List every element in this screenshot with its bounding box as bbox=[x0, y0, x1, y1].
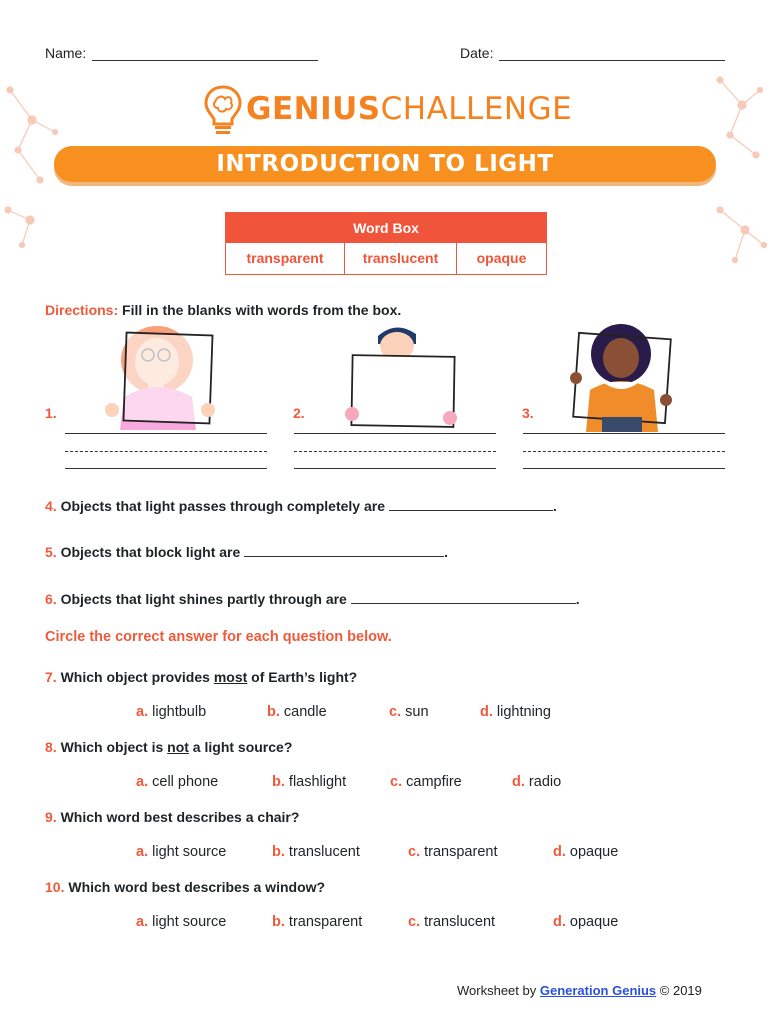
option-letter: d. bbox=[480, 704, 493, 720]
molecule-decoration-right bbox=[690, 60, 770, 310]
answer-option[interactable] bbox=[136, 704, 206, 720]
option-text: opaque bbox=[569, 914, 619, 930]
answer-option[interactable] bbox=[408, 844, 497, 860]
boy-opaque-board-illustration bbox=[340, 322, 465, 430]
option-text: campfire bbox=[406, 774, 462, 790]
directions bbox=[45, 302, 401, 318]
option-letter: c. bbox=[408, 844, 421, 860]
answer-option[interactable] bbox=[272, 914, 362, 930]
mc-question bbox=[45, 879, 325, 895]
answer-line[interactable] bbox=[523, 433, 725, 434]
footer-prefix: Worksheet by bbox=[457, 983, 540, 998]
question-text: Which object provides bbox=[60, 669, 214, 685]
option-letter: c. bbox=[389, 704, 402, 720]
option-text: radio bbox=[528, 774, 562, 790]
option-letter: a. bbox=[136, 704, 149, 720]
option-text: lightbulb bbox=[152, 704, 207, 720]
question-text: Objects that light shines partly through are bbox=[60, 591, 347, 607]
option-text: transparent bbox=[288, 914, 363, 930]
date-label: Date: bbox=[460, 45, 494, 61]
question-number: 10. bbox=[45, 879, 65, 895]
option-text: cell phone bbox=[152, 774, 219, 790]
question-end: . bbox=[552, 498, 557, 514]
option-letter: d. bbox=[553, 844, 566, 860]
question-number: 6. bbox=[45, 591, 57, 607]
girl-transparent-frame-illustration bbox=[566, 322, 686, 432]
title-banner: INTRODUCTION TO LIGHT bbox=[54, 146, 716, 182]
option-letter: b. bbox=[267, 704, 280, 720]
option-text: lightning bbox=[496, 704, 551, 720]
question-text: Objects that block light are bbox=[60, 544, 241, 560]
word-box-title: Word Box bbox=[226, 213, 546, 243]
answer-midline bbox=[65, 451, 267, 452]
fill-blank-question bbox=[45, 591, 580, 607]
fill-blank-question bbox=[45, 498, 557, 514]
footer-suffix: © 2019 bbox=[656, 983, 702, 998]
generation-genius-link[interactable]: Generation Genius bbox=[539, 983, 657, 998]
question-number: 8. bbox=[45, 739, 57, 755]
picture-item-number: 3. bbox=[522, 405, 534, 421]
option-letter: b. bbox=[272, 774, 285, 790]
word-box bbox=[225, 212, 547, 275]
option-letter: a. bbox=[136, 914, 149, 930]
answer-option[interactable] bbox=[272, 844, 360, 860]
answer-option[interactable] bbox=[408, 914, 495, 930]
fill-blank-question bbox=[45, 544, 448, 560]
answer-option[interactable] bbox=[553, 914, 618, 930]
option-letter: d. bbox=[553, 914, 566, 930]
footer-credit bbox=[457, 983, 702, 998]
brand-light: CHALLENGE bbox=[380, 91, 573, 127]
question-end: . bbox=[444, 544, 449, 560]
answer-baseline bbox=[294, 468, 496, 469]
option-letter: c. bbox=[390, 774, 403, 790]
question-text: Which word best describes a window? bbox=[68, 879, 326, 895]
name-field-line[interactable] bbox=[92, 60, 318, 61]
answer-option[interactable] bbox=[512, 774, 561, 790]
lightbulb-brain-icon bbox=[203, 84, 243, 138]
answer-option[interactable] bbox=[136, 774, 218, 790]
word-box-row bbox=[226, 243, 546, 274]
question-number: 5. bbox=[45, 544, 57, 560]
question-text: a light source? bbox=[188, 739, 293, 755]
option-letter: b. bbox=[272, 914, 285, 930]
answer-option[interactable] bbox=[390, 774, 462, 790]
answer-option[interactable] bbox=[136, 844, 226, 860]
option-letter: a. bbox=[136, 844, 149, 860]
picture-item-number: 2. bbox=[293, 405, 305, 421]
date-field-line[interactable] bbox=[499, 60, 725, 61]
option-text: light source bbox=[152, 914, 227, 930]
directions-text: Fill in the blanks with words from the box. bbox=[122, 302, 402, 318]
brand-bold: GENIUS bbox=[246, 91, 381, 127]
answer-option[interactable] bbox=[389, 704, 429, 720]
option-text: light source bbox=[152, 844, 227, 860]
answer-option[interactable] bbox=[272, 774, 346, 790]
question-end: . bbox=[575, 591, 580, 607]
option-text: flashlight bbox=[288, 774, 347, 790]
option-text: sun bbox=[405, 704, 429, 720]
answer-line[interactable] bbox=[294, 433, 496, 434]
answer-option[interactable] bbox=[267, 704, 327, 720]
question-text: Which object is bbox=[60, 739, 168, 755]
word-box-word: transparent bbox=[226, 243, 345, 274]
question-text: Objects that light passes through completely are bbox=[60, 498, 385, 514]
question-number: 9. bbox=[45, 809, 57, 825]
answer-midline bbox=[294, 451, 496, 452]
answer-midline bbox=[523, 451, 725, 452]
answer-baseline bbox=[65, 468, 267, 469]
girl-translucent-frame-illustration bbox=[100, 322, 220, 430]
option-letter: c. bbox=[408, 914, 421, 930]
mc-question bbox=[45, 669, 357, 685]
answer-option[interactable] bbox=[136, 914, 226, 930]
question-emphasis: not bbox=[167, 739, 189, 755]
question-emphasis: most bbox=[213, 669, 248, 685]
question-number: 4. bbox=[45, 498, 57, 514]
word-box-word: translucent bbox=[345, 243, 457, 274]
answer-option[interactable] bbox=[480, 704, 551, 720]
directions-label: Directions: bbox=[45, 302, 119, 318]
picture-item-number: 1. bbox=[45, 405, 57, 421]
answer-line[interactable] bbox=[65, 433, 267, 434]
mc-question bbox=[45, 739, 292, 755]
circle-instruction: Circle the correct answer for each question below. bbox=[45, 629, 392, 645]
answer-option[interactable] bbox=[553, 844, 618, 860]
option-letter: b. bbox=[272, 844, 285, 860]
question-number: 7. bbox=[45, 669, 57, 685]
blank-line[interactable] bbox=[351, 603, 576, 604]
mc-question bbox=[45, 809, 299, 825]
brand-logo bbox=[246, 91, 572, 127]
option-text: translucent bbox=[424, 914, 496, 930]
word-box-word: opaque bbox=[476, 250, 527, 266]
question-text: of Earth’s light? bbox=[247, 669, 358, 685]
blank-line[interactable] bbox=[244, 556, 444, 557]
option-text: opaque bbox=[569, 844, 619, 860]
option-text: candle bbox=[283, 704, 327, 720]
option-letter: d. bbox=[512, 774, 525, 790]
name-label: Name: bbox=[45, 45, 87, 61]
blank-line[interactable] bbox=[389, 510, 553, 511]
question-text: Which word best describes a chair? bbox=[60, 809, 300, 825]
option-text: translucent bbox=[288, 844, 360, 860]
option-text: transparent bbox=[424, 844, 498, 860]
option-letter: a. bbox=[136, 774, 149, 790]
answer-baseline bbox=[523, 468, 725, 469]
